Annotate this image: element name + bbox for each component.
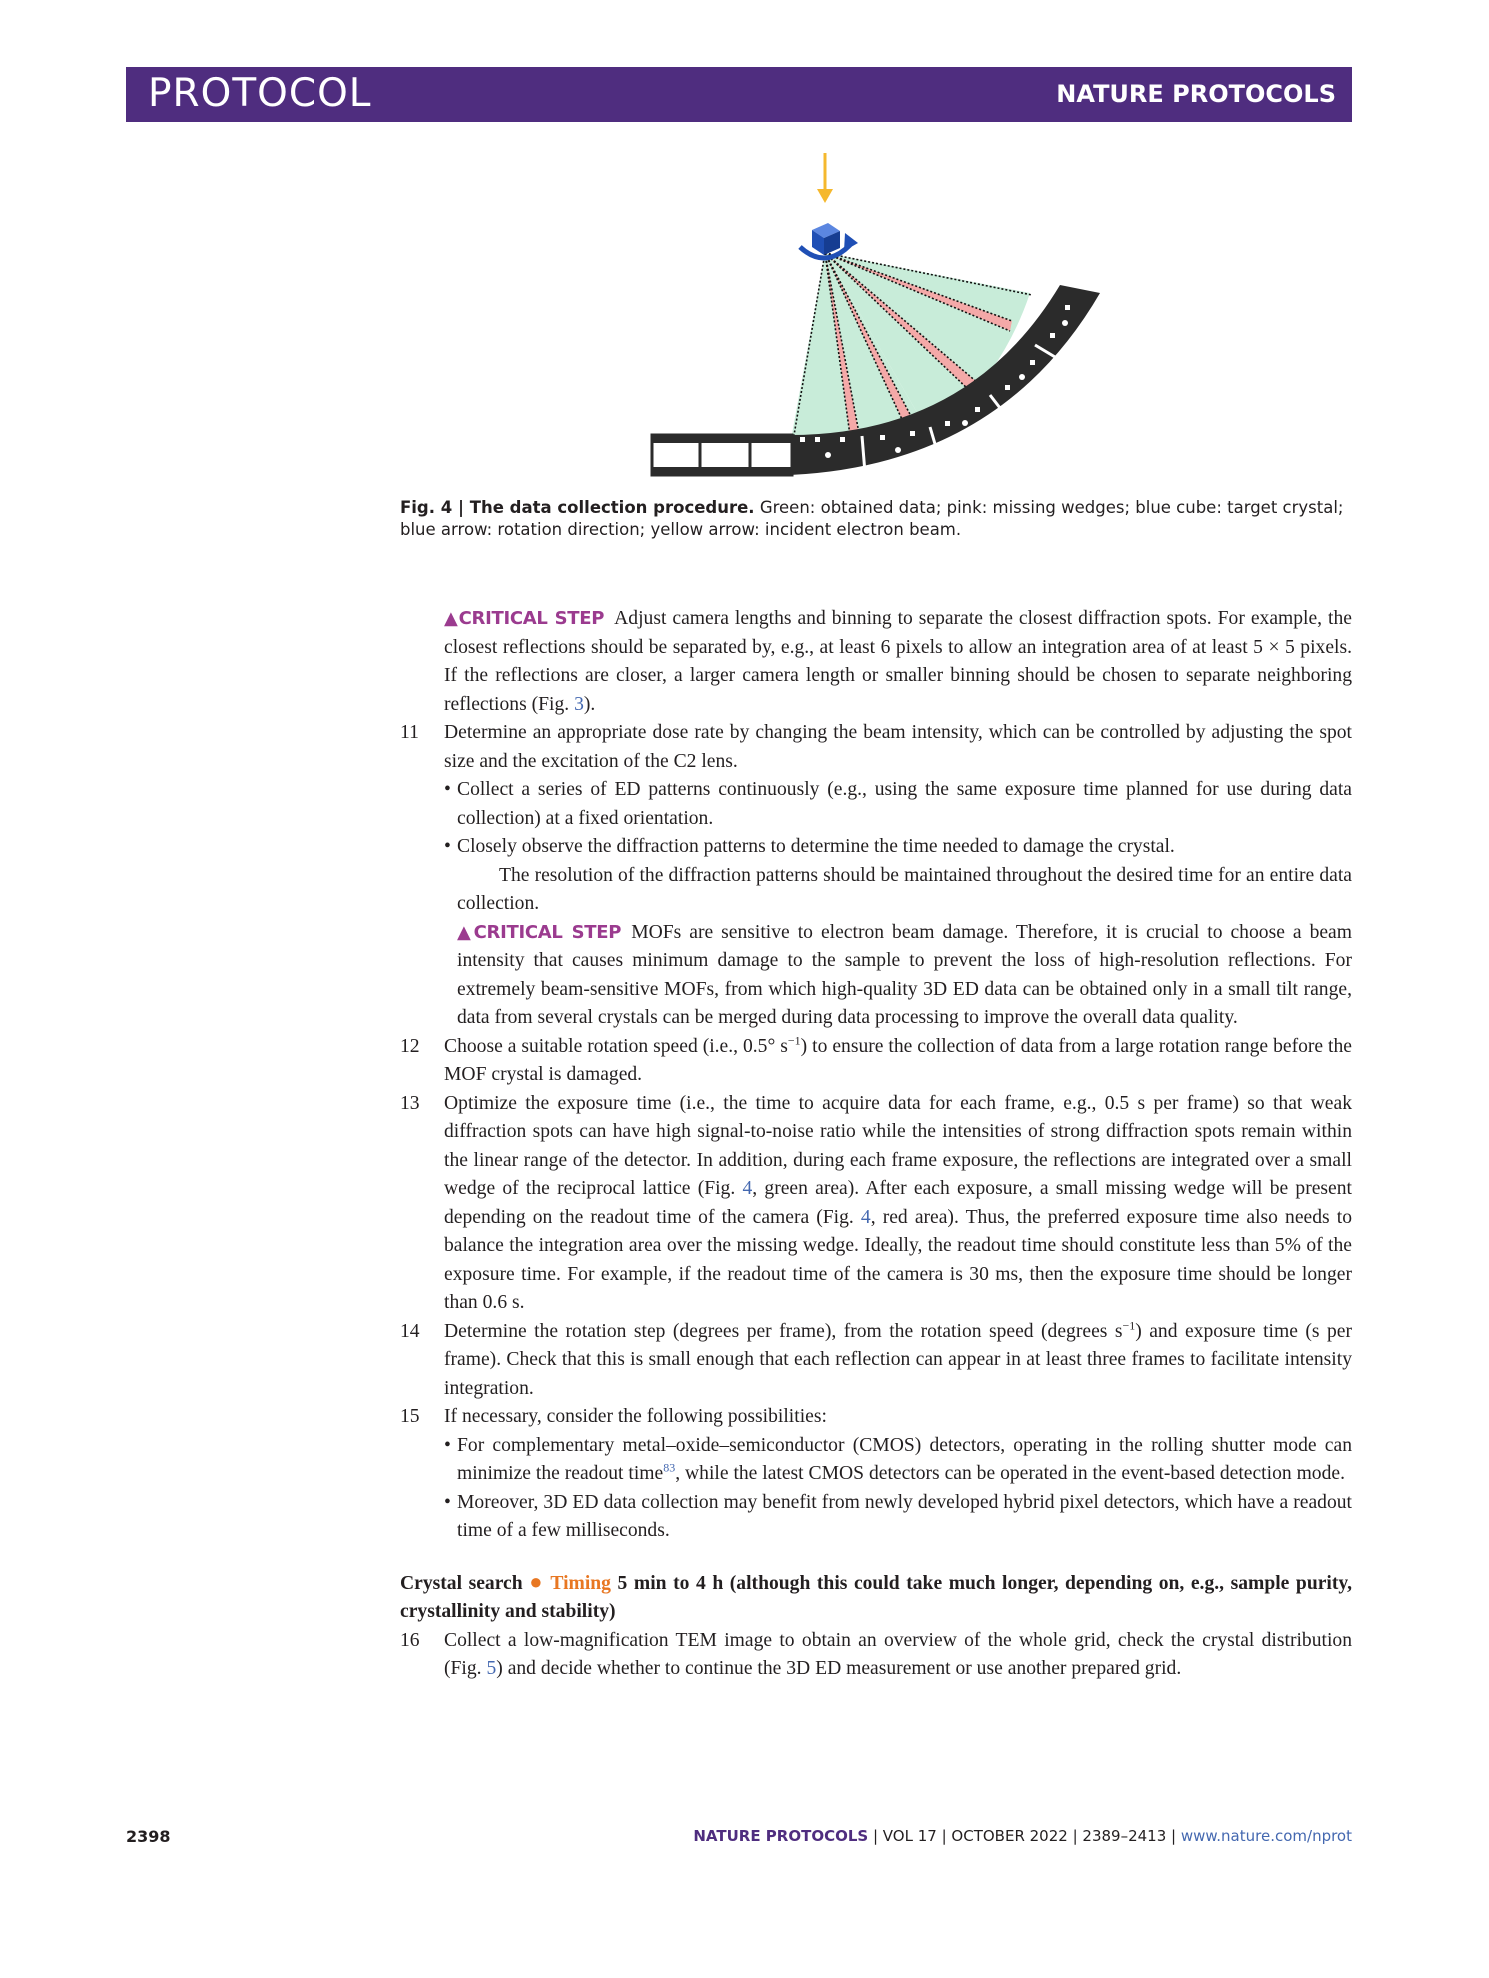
citation-link[interactable]: 83 [663, 1460, 676, 1475]
fig-ref-link[interactable]: 3 [574, 693, 584, 715]
page-header [126, 67, 1352, 122]
step-11: 11 Determine an appropriate dose rate by changing the beam intensity, which can be controlled by adjusting the spot size and the excitation of the C2 lens. [400, 719, 1352, 776]
section-title: Crystal search [400, 1572, 523, 1594]
bullet-item: • Collect a series of ED patterns continuously (e.g., using the same exposure time planned for use during data collection) at a fixed orientation. [444, 779, 1352, 829]
step-13: 13 Optimize the exposure time (i.e., the time to acquire data for each frame, e.g., 0.5 s per frame) so that weak diffraction spots can have high signal-to-noise ratio while the intensities of strong diffraction spots remain within the linear range of the detector. In addition, during each frame exposure, the reflections are integrated over a small wedge of the reciprocal lattice (Fig. 4, green area). After each exposure, a small missing wedge will be present depending on the readout time of the camera (Fig. 4, red area). Thus, the preferred exposure time also needs to balance the integration area over the missing wedge. Ideally, the readout time should constitute less than 5% of the exposure time. For example, if the readout time of the camera is 30 ms, then the exposure time should be longer than 0.6 s. [400, 1090, 1352, 1318]
step-14: 14 Determine the rotation step (degrees per frame), from the rotation speed (degrees $s^{-1}$) and exposure time (s per frame). Check that this is small enough that each reflection can appear in at least three frames to facilitate intensity integration. [400, 1318, 1352, 1404]
step-number: 13 [400, 1092, 420, 1114]
journal-url-link[interactable]: www.nature.com/nprot [1180, 1827, 1352, 1845]
fig-ref-link[interactable]: 5 [486, 1658, 497, 1679]
figure-caption [400, 497, 1352, 541]
paragraph: The resolution of the diffraction patterns should be maintained throughout the desired time for an entire data collection. [457, 864, 1352, 914]
step-12: 12 Choose a suitable rotation speed (i.e., 0.5° $s^{-1}$) to ensure the collection of data from a large rotation range before the MOF crystal is damaged. [400, 1033, 1352, 1090]
section-label: PROTOCOL [148, 71, 372, 116]
step-number: 15 [400, 1406, 420, 1427]
figure-label: Fig. 4 | The data collection procedure. [400, 498, 755, 517]
fig-ref-link[interactable]: 4 [860, 1206, 871, 1228]
page-number: 2398 [126, 1827, 171, 1846]
critical-step-label: ▲CRITICAL STEP [457, 921, 622, 943]
timing-label: Timing [550, 1572, 611, 1594]
step-number: 14 [400, 1320, 420, 1342]
protocol-body [400, 605, 1352, 1684]
step-number: 12 [400, 1035, 420, 1057]
timing-text: 5 min to 4 h (although this could take much longer, depending on, e.g., sample purity, crystallinity and stability) [400, 1572, 1352, 1622]
step-number: 16 [400, 1629, 420, 1651]
critical-step-2: ▲CRITICAL STEP MOFs are sensitive to electron beam damage. Therefore, it is crucial to choose a beam intensity that causes minimum damage to the sample to prevent the loss of high-resolution reflections. For extremely beam-sensitive MOFs, from which high-quality 3D ED data can be obtained only in a small tilt range, data from several crystals can be merged during data processing to improve the overall data quality. [457, 921, 1352, 1028]
data-collection-diagram [640, 145, 1120, 485]
journal-title: NATURE PROTOCOLS [1056, 80, 1336, 108]
step-16: 16 Collect a low-magnification TEM image to obtain an overview of the whole grid, check the crystal distribution (Fig. 5) and decide whether to continue the 3D ED measurement or use another prepared grid. [400, 1627, 1352, 1684]
target-crystal-cube [812, 223, 840, 255]
fig-ref-link[interactable]: 4 [742, 1178, 753, 1199]
bullet-item: • Moreover, 3D ED data collection may benefit from newly developed hybrid pixel detectors, which have a readout time of a few milliseconds. [444, 1491, 1352, 1541]
incident-beam-arrow [817, 153, 833, 203]
step-15: 15 If necessary, consider the following possibilities: [400, 1403, 1352, 1432]
bullet-item: • For complementary metal–oxide–semiconductor (CMOS) detectors, operating in the rolling shutter mode can minimize the readout time$^{83}$, while the latest CMOS detectors can be operated in the event-based detection mode. [444, 1434, 1352, 1484]
figure-caption-text: Green: obtained data; pink: missing wedges; blue cube: target crystal; blue arrow: rotation direction; yellow arrow: incident electron beam. [400, 498, 1344, 539]
critical-step-label: ▲CRITICAL STEP [444, 608, 605, 629]
section-heading [400, 1568, 1352, 1627]
figure-4 [640, 145, 1120, 485]
timing-icon: ● [529, 1568, 545, 1594]
bullet-item: • Closely observe the diffraction patterns to determine the time needed to damage the crystal. [444, 836, 1175, 857]
footer-citation: NATURE PROTOCOLS | VOL 17 | OCTOBER 2022 | 2389–2413 | www.nature.com/nprot [693, 1827, 1352, 1845]
critical-step-1: ▲CRITICAL STEP Adjust camera lengths and binning to separate the closest diffraction spots. For example, the closest reflections should be separated by, e.g., at least 6 pixels to allow an integration area of at least 5 × 5 pixels. If the reflections are closer, a larger camera length or smaller binning should be chosen to separate neighboring reflections (Fig. 3). [444, 608, 1352, 715]
step-number: 11 [400, 722, 419, 743]
